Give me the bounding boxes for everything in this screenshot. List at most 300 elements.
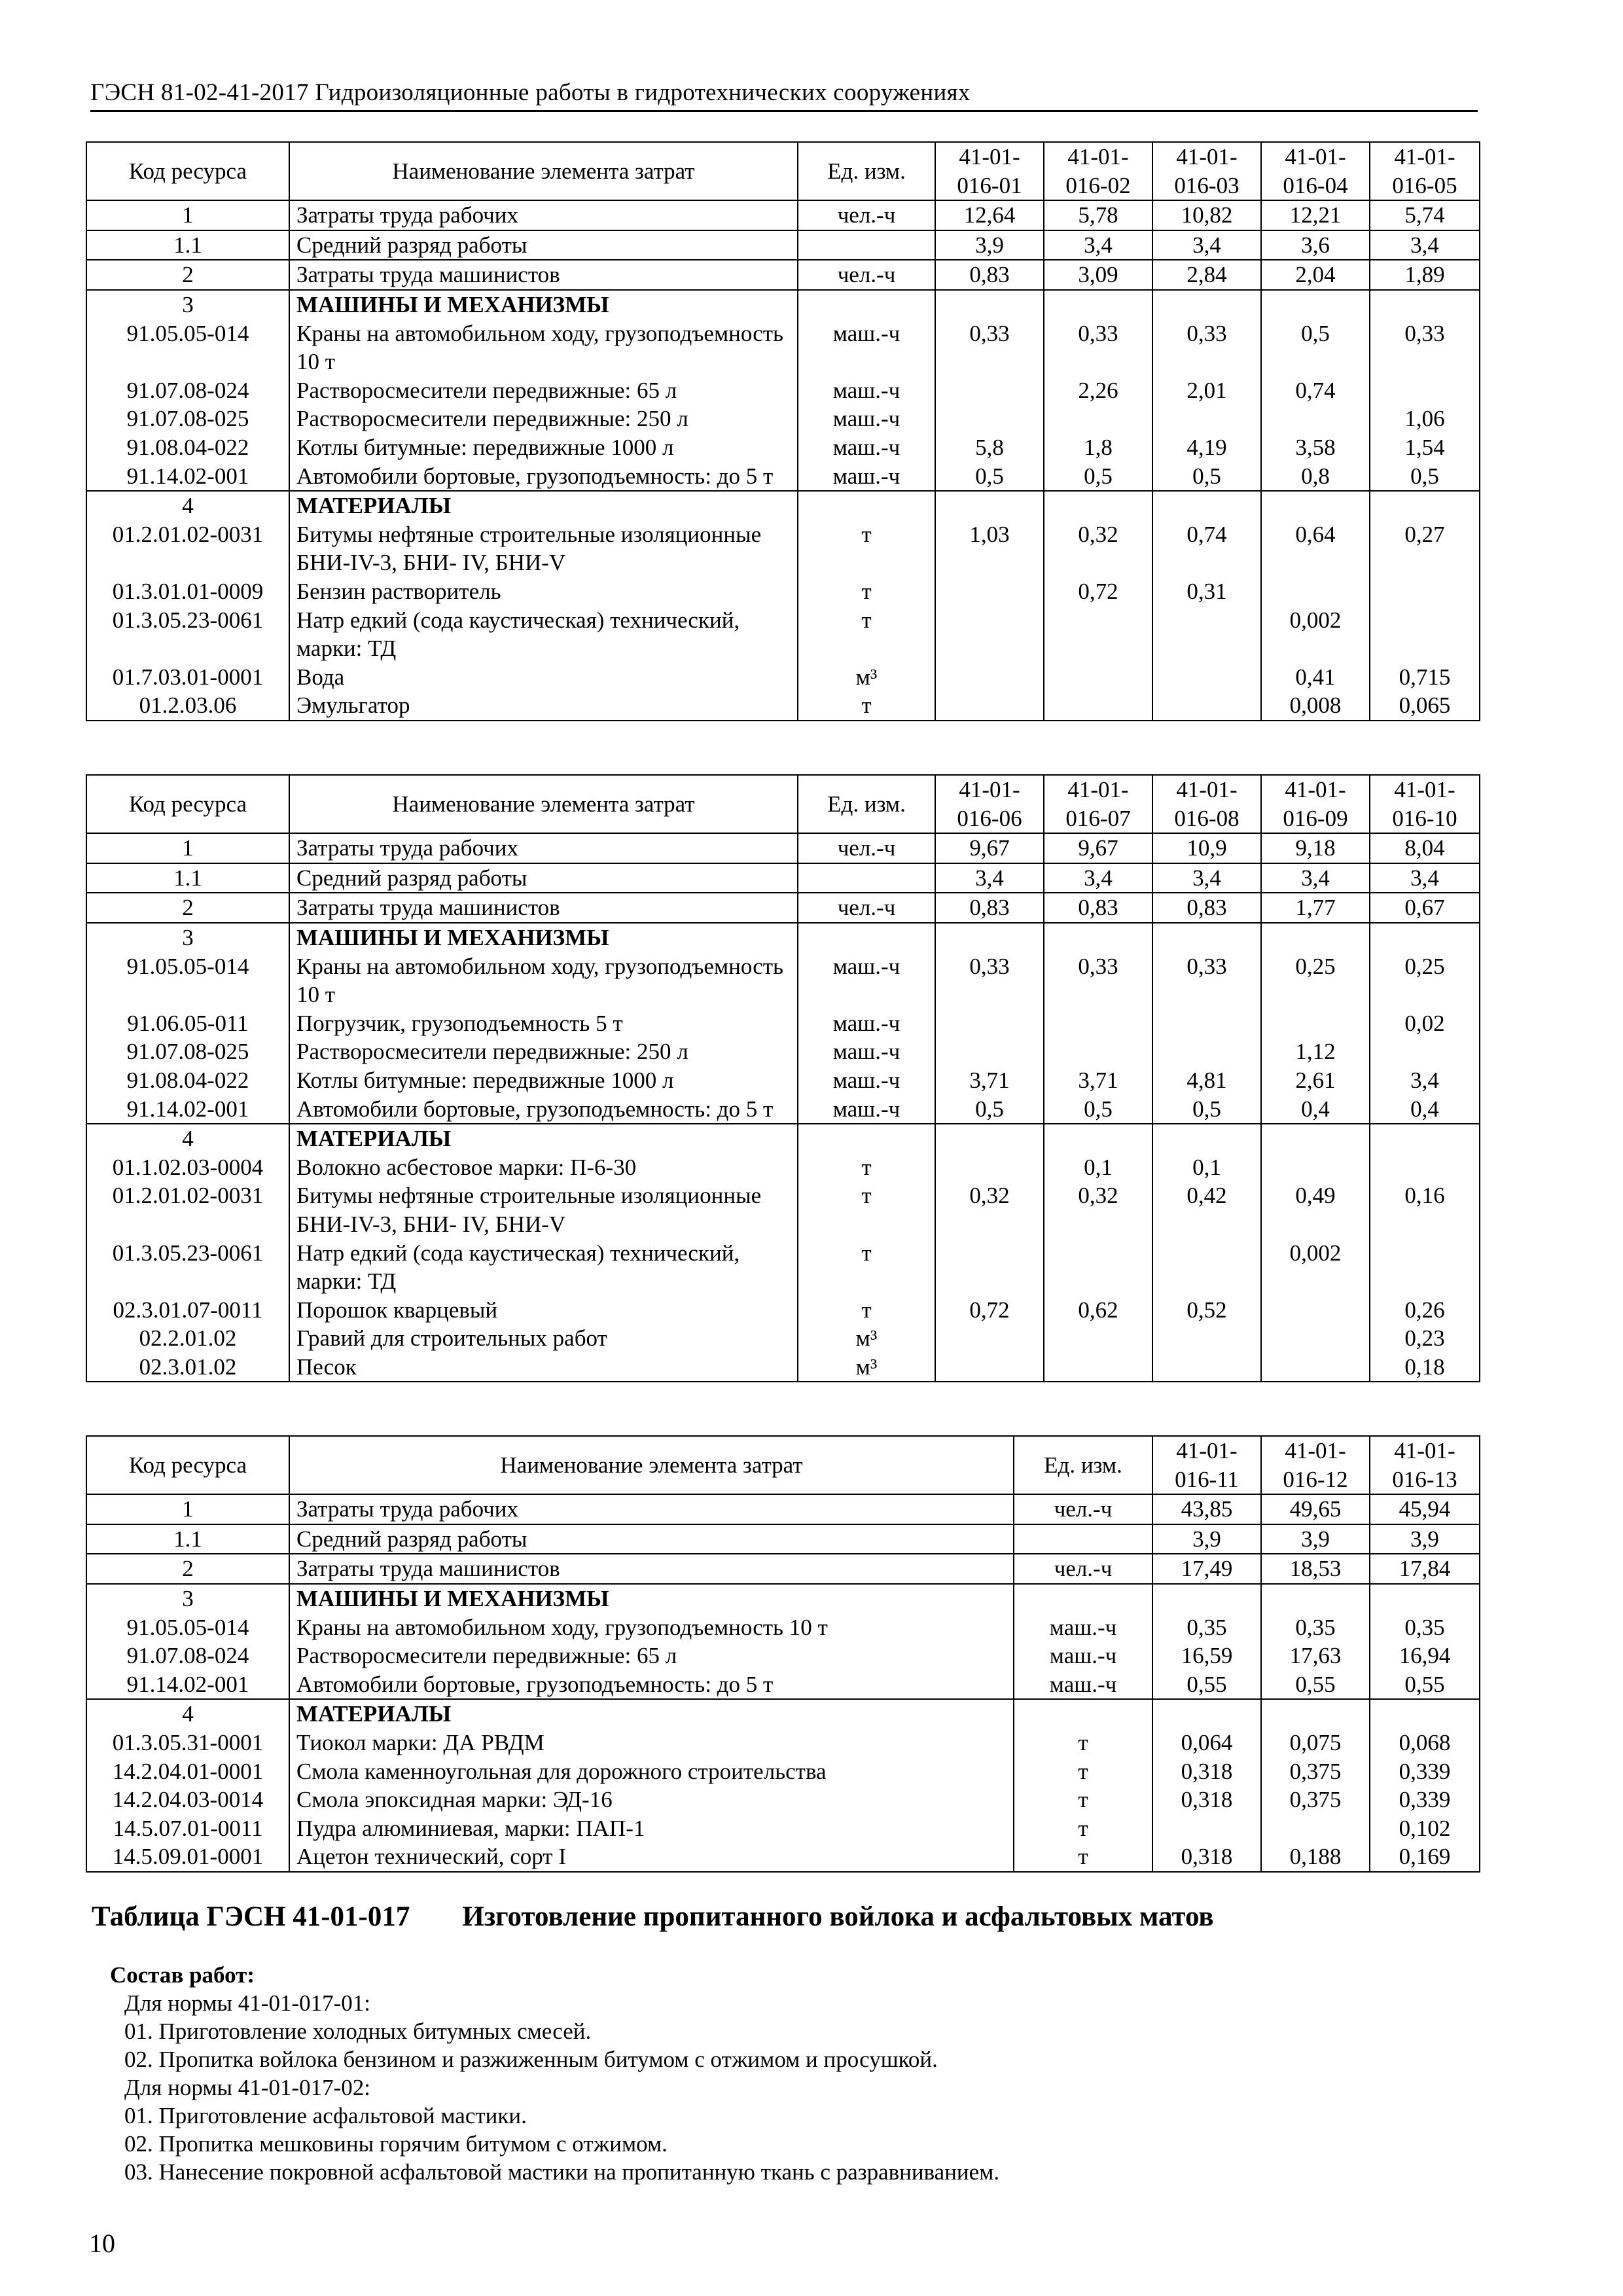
resource-code: 1.1	[86, 230, 289, 260]
unit: т	[798, 520, 935, 577]
table-row	[86, 200, 1480, 230]
norm-value: 0,35	[1370, 1613, 1480, 1642]
norm-code-line2: 016-10	[1392, 805, 1457, 831]
norm-value	[1370, 491, 1480, 520]
norm-value	[935, 1353, 1044, 1382]
norm-value: 0,5	[1152, 1095, 1261, 1124]
table-row	[86, 462, 1480, 492]
resource-code: 91.07.08-024	[86, 376, 289, 405]
resource-code: 4	[86, 1124, 289, 1153]
unit: чел.-ч	[1014, 1554, 1152, 1584]
header-unit: Ед. изм.	[798, 142, 935, 200]
norm-value: 10,82	[1152, 200, 1261, 230]
works-line: 02. Пропитка войлока бензином и разжиженным битумом с отжимом и просушкой.	[124, 2047, 938, 2072]
norm-code-line1: 41-01-	[959, 144, 1020, 170]
resource-name: Краны на автомобильном ходу, грузоподъемность 10 т	[289, 952, 798, 1009]
unit: т	[1014, 1842, 1152, 1872]
resource-code: 91.05.05-014	[86, 952, 289, 1009]
unit: чел.-ч	[1014, 1494, 1152, 1524]
section-title: МАТЕРИАЛЫ	[289, 1124, 798, 1153]
unit	[798, 230, 935, 260]
unit	[798, 491, 935, 520]
norm-value	[1044, 1124, 1152, 1153]
header-name: Наименование элемента затрат	[289, 1436, 1014, 1494]
norm-code-line2: 016-05	[1392, 172, 1457, 198]
norm-value: 0,33	[1044, 319, 1152, 376]
unit: маш.-ч	[1014, 1613, 1152, 1642]
unit: маш.-ч	[798, 1095, 935, 1124]
norm-code-line2: 016-04	[1283, 172, 1348, 198]
norm-value: 0,62	[1044, 1296, 1152, 1325]
unit: маш.-ч	[798, 433, 935, 462]
resource-code: 91.08.04-022	[86, 1066, 289, 1095]
norm-value: 0,72	[1044, 577, 1152, 606]
resource-code: 1	[86, 833, 289, 863]
table-row	[86, 1729, 1480, 1757]
resource-name: Бензин растворитель	[289, 577, 798, 606]
resource-name: Натр едкий (сода каустическая) технический, марки: ТД	[289, 606, 798, 663]
header-norm-code	[1152, 142, 1261, 200]
works-line: Для нормы 41-01-017-01:	[124, 1990, 370, 2016]
norm-value: 0,002	[1261, 1239, 1370, 1296]
table-row	[86, 260, 1480, 290]
norm-value: 3,9	[1370, 1524, 1480, 1554]
norm-value: 0,068	[1370, 1729, 1480, 1757]
norm-value	[935, 290, 1044, 319]
norm-value: 0,33	[1370, 319, 1480, 376]
norm-value: 16,59	[1152, 1641, 1261, 1670]
norm-value: 0,02	[1370, 1009, 1480, 1038]
resource-name: Котлы битумные: передвижные 1000 л	[289, 433, 798, 462]
resource-code: 91.07.08-025	[86, 1037, 289, 1066]
norm-value	[1044, 606, 1152, 663]
norm-value: 5,78	[1044, 200, 1152, 230]
norm-value	[1044, 1353, 1152, 1382]
resource-code: 3	[86, 1584, 289, 1613]
norm-value	[1152, 1324, 1261, 1353]
norm-value	[1152, 491, 1261, 520]
norm-value: 1,06	[1370, 404, 1480, 433]
norm-value: 10,9	[1152, 833, 1261, 863]
unit: т	[798, 1181, 935, 1238]
table-row	[86, 1670, 1480, 1700]
norm-value: 0,4	[1370, 1095, 1480, 1124]
resource-code: 4	[86, 491, 289, 520]
works-line: Для нормы 41-01-017-02:	[124, 2075, 370, 2100]
norm-value: 3,4	[1370, 1066, 1480, 1095]
norm-code-line1: 41-01-	[1067, 777, 1129, 802]
unit	[798, 923, 935, 952]
norm-value: 0,5	[1044, 462, 1152, 492]
resource-name: Растворосмесители передвижные: 65 л	[289, 376, 798, 405]
norm-value: 2,04	[1261, 260, 1370, 290]
norm-value: 0,1	[1044, 1153, 1152, 1182]
norm-value	[1152, 1124, 1261, 1153]
norm-value: 0,32	[935, 1181, 1044, 1238]
table-row	[86, 1641, 1480, 1670]
norm-value	[1152, 1814, 1261, 1843]
resource-name: Растворосмесители передвижные: 250 л	[289, 404, 798, 433]
norm-value	[1152, 923, 1261, 952]
section-title: МАТЕРИАЛЫ	[289, 491, 798, 520]
norm-value: 0,42	[1152, 1181, 1261, 1238]
table-row	[86, 1613, 1480, 1642]
section-title: МАШИНЫ И МЕХАНИЗМЫ	[289, 290, 798, 319]
norm-value: 0,318	[1152, 1842, 1261, 1872]
table-caption-title: Изготовление пропитанного войлока и асфальтовых матов	[462, 1901, 1214, 1932]
norm-value	[935, 663, 1044, 692]
header-unit: Ед. изм.	[798, 775, 935, 833]
resource-code: 1.1	[86, 863, 289, 893]
norm-value: 9,67	[1044, 833, 1152, 863]
unit	[798, 1124, 935, 1153]
works-line: 01. Приготовление асфальтовой мастики.	[124, 2103, 527, 2128]
norm-value: 1,12	[1261, 1037, 1370, 1066]
table-row	[86, 1494, 1480, 1524]
resource-code: 2	[86, 893, 289, 923]
table-row	[86, 893, 1480, 923]
section-row	[86, 1124, 1480, 1153]
norm-value	[1261, 1814, 1370, 1843]
norm-value: 4,81	[1152, 1066, 1261, 1095]
norm-value: 0,008	[1261, 691, 1370, 721]
norm-value: 0,339	[1370, 1785, 1480, 1814]
norm-value: 0,55	[1370, 1670, 1480, 1700]
resource-code: 01.3.05.23-0061	[86, 1239, 289, 1296]
norm-value	[1152, 404, 1261, 433]
header-norm-code	[1370, 1436, 1480, 1494]
norm-value	[1044, 1324, 1152, 1353]
unit: чел.-ч	[798, 200, 935, 230]
table-row	[86, 520, 1480, 577]
norm-value	[1261, 1296, 1370, 1325]
unit: т	[1014, 1814, 1152, 1843]
norm-value	[935, 491, 1044, 520]
resource-code: 91.08.04-022	[86, 433, 289, 462]
unit	[798, 290, 935, 319]
norm-value: 0,5	[1152, 462, 1261, 492]
norm-value: 3,4	[1044, 230, 1152, 260]
table-row	[86, 1524, 1480, 1554]
norm-value: 0,1	[1152, 1153, 1261, 1182]
norm-code-line1: 41-01-	[1285, 144, 1346, 170]
norm-value	[1370, 1699, 1480, 1729]
resource-name: Затраты труда машинистов	[289, 260, 798, 290]
table-caption	[92, 1901, 1214, 1933]
resource-name: Растворосмесители передвижные: 65 л	[289, 1641, 1014, 1670]
resource-name: Погрузчик, грузоподъемность 5 т	[289, 1009, 798, 1038]
section-title: МАШИНЫ И МЕХАНИЗМЫ	[289, 1584, 1014, 1613]
norm-value	[1261, 923, 1370, 952]
header-name: Наименование элемента затрат	[289, 142, 798, 200]
norm-code-line2: 016-11	[1175, 1466, 1239, 1492]
norm-value: 0,72	[935, 1296, 1044, 1325]
unit: маш.-ч	[798, 376, 935, 405]
header-row	[86, 142, 1480, 200]
resource-name: Смола эпоксидная марки: ЭД-16	[289, 1785, 1014, 1814]
header-norm-code	[1044, 775, 1152, 833]
unit: м³	[798, 663, 935, 692]
norm-value: 3,4	[1370, 230, 1480, 260]
resource-name: Ацетон технический, сорт I	[289, 1842, 1014, 1872]
norm-value: 0,55	[1261, 1670, 1370, 1700]
resource-table-2	[86, 774, 1480, 1382]
unit: маш.-ч	[798, 319, 935, 376]
table-row	[86, 1554, 1480, 1584]
norm-value: 1,77	[1261, 893, 1370, 923]
resource-name: Затраты труда рабочих	[289, 200, 798, 230]
norm-value: 0,55	[1152, 1670, 1261, 1700]
norm-value	[1261, 1124, 1370, 1153]
norm-value: 0,375	[1261, 1785, 1370, 1814]
norm-value: 0,318	[1152, 1757, 1261, 1786]
resource-code: 14.2.04.03-0014	[86, 1785, 289, 1814]
page-number: 10	[89, 2229, 115, 2258]
unit: т	[798, 1239, 935, 1296]
header-unit: Ед. изм.	[1014, 1436, 1152, 1494]
resource-name: Битумы нефтяные строительные изоляционные БНИ-IV-3, БНИ- IV, БНИ-V	[289, 520, 798, 577]
header-norm-code	[1152, 775, 1261, 833]
norm-value: 8,04	[1370, 833, 1480, 863]
norm-value	[1261, 404, 1370, 433]
norm-value: 45,94	[1370, 1494, 1480, 1524]
norm-value: 0,075	[1261, 1729, 1370, 1757]
norm-value: 17,49	[1152, 1554, 1261, 1584]
norm-value: 0,102	[1370, 1814, 1480, 1843]
resource-name: Пудра алюминиевая, марки: ПАП-1	[289, 1814, 1014, 1843]
table-row	[86, 1066, 1480, 1095]
norm-code-line1: 41-01-	[1394, 777, 1455, 802]
resource-code: 1	[86, 1494, 289, 1524]
norm-value	[935, 577, 1044, 606]
norm-value: 3,4	[935, 863, 1044, 893]
norm-value: 3,71	[935, 1066, 1044, 1095]
resource-code: 2	[86, 1554, 289, 1584]
norm-value: 0,064	[1152, 1729, 1261, 1757]
unit: т	[1014, 1785, 1152, 1814]
norm-value: 17,63	[1261, 1641, 1370, 1670]
resource-name: Автомобили бортовые, грузоподъемность: до 5 т	[289, 1670, 1014, 1700]
unit	[1014, 1524, 1152, 1554]
norm-value	[935, 1324, 1044, 1353]
table-row	[86, 1296, 1480, 1325]
norm-value: 0,188	[1261, 1842, 1370, 1872]
norm-code-line1: 41-01-	[1176, 144, 1238, 170]
norm-value	[1152, 691, 1261, 721]
header-norm-code	[1152, 1436, 1261, 1494]
resource-code: 14.5.09.01-0001	[86, 1842, 289, 1872]
table-row	[86, 691, 1480, 721]
resource-code: 4	[86, 1699, 289, 1729]
resource-name: Затраты труда рабочих	[289, 833, 798, 863]
norm-value: 0,33	[1044, 952, 1152, 1009]
norm-value: 0,318	[1152, 1785, 1261, 1814]
resource-name: Битумы нефтяные строительные изоляционные БНИ-IV-3, БНИ- IV, БНИ-V	[289, 1181, 798, 1238]
norm-value: 3,9	[935, 230, 1044, 260]
header-norm-code	[1370, 775, 1480, 833]
norm-value	[1152, 1239, 1261, 1296]
norm-value: 0,18	[1370, 1353, 1480, 1382]
norm-value	[1044, 1037, 1152, 1066]
norm-value	[1044, 404, 1152, 433]
unit: маш.-ч	[1014, 1641, 1152, 1670]
table-row	[86, 1009, 1480, 1038]
norm-value: 1,03	[935, 520, 1044, 577]
header-norm-code	[935, 775, 1044, 833]
norm-code-line1: 41-01-	[1067, 144, 1129, 170]
resource-name: Средний разряд работы	[289, 1524, 1014, 1554]
table-row	[86, 1153, 1480, 1182]
resource-code: 01.2.01.02-0031	[86, 520, 289, 577]
norm-value	[1152, 1584, 1261, 1613]
norm-code-line2: 016-03	[1174, 172, 1240, 198]
norm-value: 0,32	[1044, 520, 1152, 577]
resource-name: Автомобили бортовые, грузоподъемность: до 5 т	[289, 1095, 798, 1124]
resource-name: Гравий для строительных работ	[289, 1324, 798, 1353]
norm-value: 3,4	[1152, 863, 1261, 893]
unit: маш.-ч	[1014, 1670, 1152, 1700]
norm-value: 17,84	[1370, 1554, 1480, 1584]
table-row	[86, 319, 1480, 376]
norm-value	[935, 1037, 1044, 1066]
norm-code-line2: 016-09	[1283, 805, 1348, 831]
norm-code-line1: 41-01-	[1394, 144, 1455, 170]
norm-value	[1044, 1239, 1152, 1296]
norm-value	[1370, 1153, 1480, 1182]
header-norm-code	[935, 142, 1044, 200]
norm-value: 0,83	[1152, 893, 1261, 923]
norm-value: 0,5	[1261, 319, 1370, 376]
table-row	[86, 577, 1480, 606]
norm-value	[1261, 1153, 1370, 1182]
norm-value	[1152, 1037, 1261, 1066]
table-row	[86, 833, 1480, 863]
resource-name: Порошок кварцевый	[289, 1296, 798, 1325]
norm-value	[935, 1009, 1044, 1038]
norm-value: 9,18	[1261, 833, 1370, 863]
norm-value	[1152, 606, 1261, 663]
norm-value	[1261, 1324, 1370, 1353]
norm-value: 0,33	[1152, 952, 1261, 1009]
norm-value	[1370, 1239, 1480, 1296]
unit: маш.-ч	[798, 952, 935, 1009]
norm-value	[1261, 1009, 1370, 1038]
norm-code-line1: 41-01-	[959, 777, 1020, 802]
unit: т	[798, 1153, 935, 1182]
norm-value: 0,5	[935, 1095, 1044, 1124]
norm-value: 0,35	[1152, 1613, 1261, 1642]
resource-code: 02.3.01.07-0011	[86, 1296, 289, 1325]
norm-value: 0,35	[1261, 1613, 1370, 1642]
norm-value	[935, 1239, 1044, 1296]
norm-value	[1261, 1699, 1370, 1729]
resource-code: 3	[86, 923, 289, 952]
resource-table-1	[86, 141, 1480, 721]
norm-value	[935, 376, 1044, 405]
norm-value: 0,002	[1261, 606, 1370, 663]
norm-code-line1: 41-01-	[1176, 777, 1238, 802]
resource-code: 01.7.03.01-0001	[86, 663, 289, 692]
resource-code: 01.1.02.03-0004	[86, 1153, 289, 1182]
norm-value: 43,85	[1152, 1494, 1261, 1524]
norm-value: 5,74	[1370, 200, 1480, 230]
norm-value	[1044, 1009, 1152, 1038]
norm-value: 0,065	[1370, 691, 1480, 721]
norm-code-line2: 016-02	[1065, 172, 1131, 198]
norm-value: 0,5	[935, 462, 1044, 492]
resource-code: 14.2.04.01-0001	[86, 1757, 289, 1786]
norm-value: 0,27	[1370, 520, 1480, 577]
norm-value: 0,5	[1044, 1095, 1152, 1124]
resource-code: 91.07.08-025	[86, 404, 289, 433]
unit: т	[798, 691, 935, 721]
section-row	[86, 491, 1480, 520]
norm-code-line1: 41-01-	[1285, 777, 1346, 802]
header-row	[86, 1436, 1480, 1494]
norm-value: 0,33	[935, 319, 1044, 376]
norm-value: 0,25	[1370, 952, 1480, 1009]
norm-value	[1152, 1009, 1261, 1038]
header-code: Код ресурса	[86, 775, 289, 833]
norm-value	[935, 606, 1044, 663]
norm-value: 3,58	[1261, 433, 1370, 462]
table-row	[86, 1757, 1480, 1786]
norm-value: 3,9	[1261, 1524, 1370, 1554]
norm-value: 0,83	[1044, 893, 1152, 923]
resource-code: 2	[86, 260, 289, 290]
unit	[798, 863, 935, 893]
resource-code: 91.07.08-024	[86, 1641, 289, 1670]
resource-name: Смола каменноугольная для дорожного строительства	[289, 1757, 1014, 1786]
works-composition	[110, 1961, 999, 2186]
norm-value: 3,4	[1261, 863, 1370, 893]
norm-code-line2: 016-08	[1174, 805, 1240, 831]
norm-value: 49,65	[1261, 1494, 1370, 1524]
norm-value: 1,54	[1370, 433, 1480, 462]
norm-code-line2: 016-12	[1283, 1466, 1348, 1492]
works-line: 03. Нанесение покровной асфальтовой мастики на пропитанную ткань с разравниванием.	[124, 2159, 1000, 2185]
table-row	[86, 1353, 1480, 1382]
resource-code: 01.3.01.01-0009	[86, 577, 289, 606]
norm-value	[1152, 1353, 1261, 1382]
works-title: Состав работ:	[110, 1962, 255, 1988]
unit	[1014, 1584, 1152, 1613]
norm-value	[1044, 923, 1152, 952]
resource-name: Волокно асбестовое марки: П-6-30	[289, 1153, 798, 1182]
norm-value: 0,64	[1261, 520, 1370, 577]
table-row	[86, 1814, 1480, 1843]
resource-code: 1.1	[86, 1524, 289, 1554]
norm-value: 0,26	[1370, 1296, 1480, 1325]
norm-value: 3,4	[1044, 863, 1152, 893]
header-name: Наименование элемента затрат	[289, 775, 798, 833]
header-norm-code	[1261, 1436, 1370, 1494]
resource-name: Краны на автомобильном ходу, грузоподъемность 10 т	[289, 1613, 1014, 1642]
header-norm-code	[1044, 142, 1152, 200]
resource-name: Натр едкий (сода каустическая) технический, марки: ТД	[289, 1239, 798, 1296]
norm-value: 0,5	[1370, 462, 1480, 492]
norm-value	[1370, 577, 1480, 606]
norm-value	[1370, 1037, 1480, 1066]
norm-value: 18,53	[1261, 1554, 1370, 1584]
norm-value: 0,33	[1152, 319, 1261, 376]
norm-value: 0,74	[1152, 520, 1261, 577]
header-code: Код ресурса	[86, 1436, 289, 1494]
norm-value: 12,21	[1261, 200, 1370, 230]
resource-name: Краны на автомобильном ходу, грузоподъемность 10 т	[289, 319, 798, 376]
norm-value	[1044, 491, 1152, 520]
resource-code: 01.3.05.31-0001	[86, 1729, 289, 1757]
